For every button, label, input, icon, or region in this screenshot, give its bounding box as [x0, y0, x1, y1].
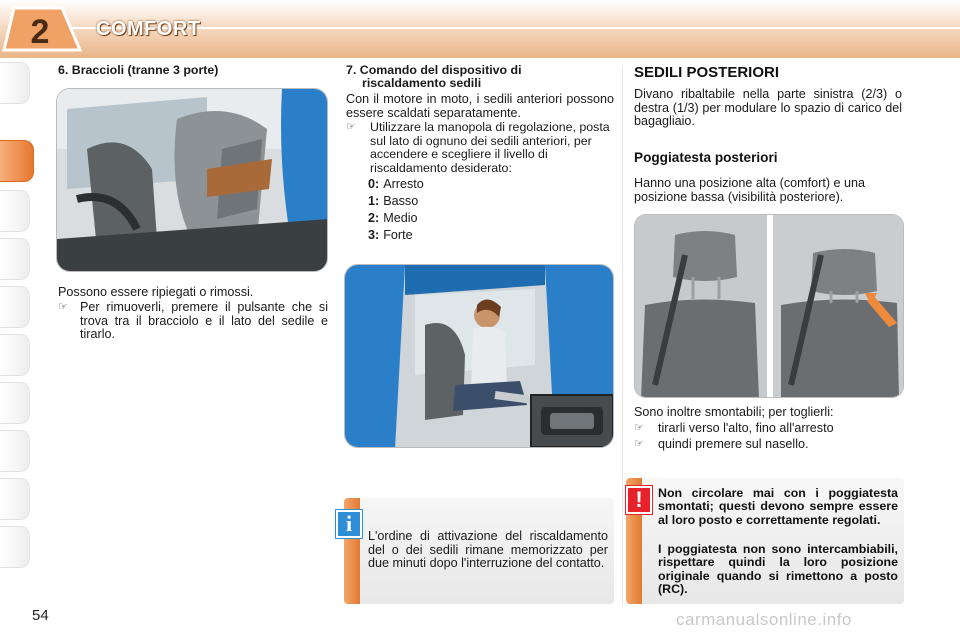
- seat-heating-heading-line2: riscaldamento sedili: [362, 76, 482, 90]
- side-tab-4[interactable]: [0, 238, 30, 280]
- seat-heating-photo: [344, 264, 614, 448]
- heating-level-0: [368, 177, 424, 191]
- warning-text-2: I poggiatesta non sono intercambiabili, rispettare quindi la loro posizione originale quando si rimettono a posto (RC).: [658, 542, 898, 597]
- side-tab-1[interactable]: [0, 62, 30, 104]
- chapter-side-tabs: [0, 62, 32, 572]
- armrest-bullet-text: Per rimuoverli, premere il pulsante che si trova tra il bracciolo e il lato del sedile e tirarlo.: [80, 300, 328, 341]
- warning-text-1: Non circolare mai con i poggiatesta smontati; questi devono sempre essere al loro posto e correttamente regolati.: [658, 486, 898, 527]
- removal-bullet-1: [634, 422, 904, 436]
- seat-heating-paragraph: Con il motore in moto, i sedili anteriori possono essere scaldati separatamente.: [346, 92, 614, 120]
- heating-level-key: 3:: [368, 228, 380, 242]
- exclamation-icon: !: [626, 486, 652, 514]
- pointing-hand-icon: ☞: [634, 422, 644, 434]
- chapter-title: COMFORT: [96, 18, 201, 40]
- armrest-paragraph: Possono essere ripiegati o rimossi.: [58, 285, 254, 299]
- side-tab-3[interactable]: [0, 190, 30, 232]
- side-tab-5[interactable]: [0, 286, 30, 328]
- rear-headrests-paragraph: Hanno una posizione alta (comfort) e una posizione bassa (visibilità posteriore).: [634, 176, 866, 204]
- heating-level-key: 0:: [368, 177, 380, 191]
- armrest-bullet: [58, 301, 328, 342]
- column-divider: [622, 66, 623, 606]
- side-tab-9[interactable]: [0, 478, 30, 520]
- heating-level-3: [368, 228, 413, 242]
- rear-headrests-title: Poggiatesta posteriori: [634, 150, 778, 165]
- side-tab-6[interactable]: [0, 334, 30, 376]
- rear-seats-paragraph: Divano ribaltabile nella parte sinistra (2/3) o destra (1/3) per modulare lo spazio di carico del bagagliaio.: [634, 87, 902, 128]
- headrest-photo: [634, 214, 904, 398]
- side-tab-7[interactable]: [0, 382, 30, 424]
- heating-level-1: [368, 194, 418, 208]
- seat-heating-heading-line1: 7. Comando del dispositivo di: [346, 63, 522, 77]
- side-tab-10[interactable]: [0, 526, 30, 568]
- heating-level-label: Basso: [383, 194, 419, 208]
- heating-level-label: Forte: [383, 228, 413, 242]
- pointing-hand-icon: ☞: [58, 301, 68, 313]
- heating-level-2: [368, 211, 418, 225]
- heating-level-key: 2:: [368, 211, 380, 225]
- armrest-heading: 6. Braccioli (tranne 3 porte): [58, 63, 219, 77]
- heating-level-key: 1:: [368, 194, 380, 208]
- removal-bullet-1-text: tirarli verso l'alto, fino all'arresto: [658, 421, 834, 435]
- chapter-number: 2: [30, 13, 50, 51]
- removal-intro: Sono inoltre smontabili; per toglierli:: [634, 405, 834, 419]
- side-tab-8[interactable]: [0, 430, 30, 472]
- heating-level-label: Medio: [383, 211, 418, 225]
- watermark: carmanualsonline.info: [676, 610, 852, 629]
- pointing-hand-icon: ☞: [346, 121, 356, 133]
- removal-bullet-2: [634, 438, 904, 452]
- pointing-hand-icon: ☞: [634, 438, 644, 450]
- page-number: 54: [32, 607, 49, 624]
- rear-seats-title: SEDILI POSTERIORI: [634, 64, 780, 81]
- seat-heating-bullet-text: Utilizzare la manopola di regolazione, posta sul lato di ognuno dei sedili anteriori, per accendere e scegliere il livello di riscaldamento desiderato:: [370, 120, 610, 175]
- armrest-photo: [56, 88, 328, 272]
- seat-heating-bullet: [346, 121, 618, 175]
- heating-level-label: Arresto: [383, 177, 424, 191]
- side-tab-2-active[interactable]: [0, 140, 34, 182]
- info-icon: i: [336, 510, 362, 538]
- removal-bullet-2-text: quindi premere sul nasello.: [658, 437, 809, 451]
- info-text: L'ordine di attivazione del riscaldamento del o dei sedili rimane memorizzato per due minuti dopo l'interruzione del contatto.: [368, 529, 608, 570]
